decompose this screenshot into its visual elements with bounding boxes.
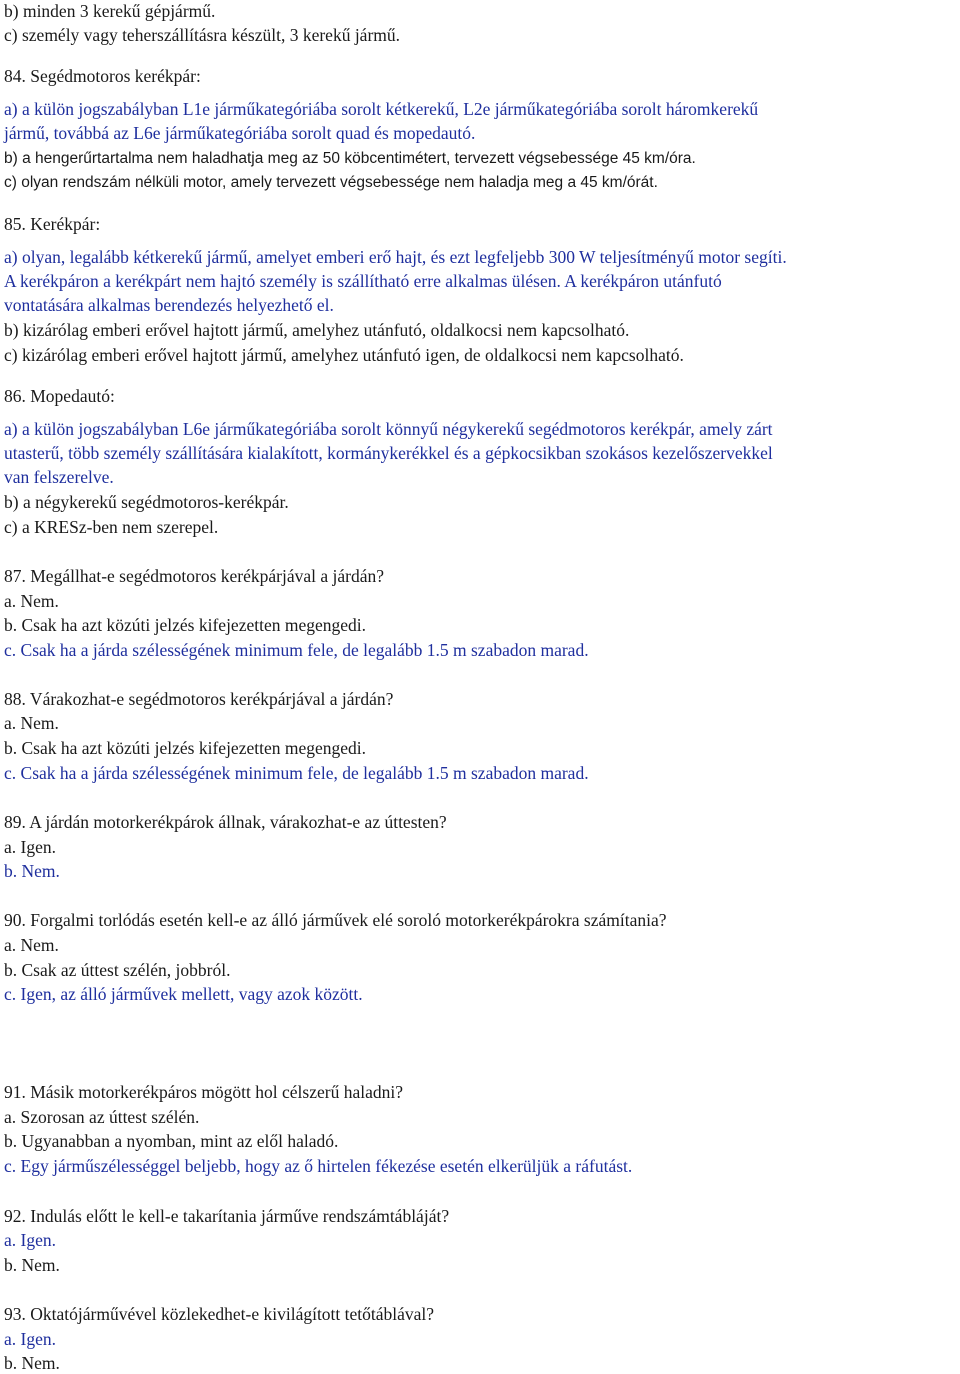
text-line: c) személy vagy teherszállításra készült, 3 kerekű jármű. <box>4 25 401 45</box>
text-line: b) kizárólag emberi erővel hajtott jármű, amelyhez utánfutó, oldalkocsi nem kapcsolható. <box>4 320 630 340</box>
text-line: b. Nem. <box>4 1353 60 1373</box>
text-line: utasterű, több személy szállítására kialakított, kormánykerékkel és a gépkocsikban szokásos kezelőszervekkel <box>4 443 773 463</box>
text-line: b. Nem. <box>4 861 60 881</box>
text-line: 91. Másik motorkerékpáros mögött hol célszerű haladni? <box>4 1082 403 1102</box>
text-line: b) a négykerekű segédmotoros-kerékpár. <box>4 492 289 512</box>
text-line: c. Igen, az álló járművek mellett, vagy azok között. <box>4 984 363 1004</box>
text-line: jármű, továbbá az L6e járműkategóriába sorolt quad és mopedautó. <box>4 123 476 143</box>
text-line: 92. Indulás előtt le kell-e takarítania járműve rendszámtábláját? <box>4 1206 450 1226</box>
text-line: a. Szorosan az úttest szélén. <box>4 1107 200 1127</box>
text-line: A kerékpáron a kerékpárt nem hajtó személy is szállítható erre alkalmas ülésen. A kerékpáron utánfutó <box>4 271 722 291</box>
text-line: vontatására alkalmas berendezés helyezhető el. <box>4 295 334 315</box>
text-line: a. Nem. <box>4 713 59 733</box>
text-line: b) minden 3 kerekű gépjármű. <box>4 1 216 21</box>
text-line: b. Ugyanabban a nyomban, mint az elől haladó. <box>4 1131 339 1151</box>
text-line: van felszerelve. <box>4 467 114 487</box>
text-line: a. Igen. <box>4 837 56 857</box>
text-line: a. Nem. <box>4 591 59 611</box>
text-line: b) a hengerűrtartalma nem haladhatja meg az 50 köbcentimétert, tervezett végsebessége 45 km/óra. <box>4 150 696 167</box>
text-line: c. Egy járműszélességgel beljebb, hogy az ő hirtelen fékezése esetén elkerüljük a ráfutást. <box>4 1156 633 1176</box>
text-line: a) olyan, legalább kétkerekű jármű, amelyet emberi erő hajt, és ezt legfeljebb 300 W teljesítményű motor segíti. <box>4 247 787 267</box>
text-line: b. Csak az úttest szélén, jobbról. <box>4 960 231 980</box>
text-line: 85. Kerékpár: <box>4 214 101 234</box>
text-line: a) a külön jogszabályban L6e járműkategóriába sorolt könnyű négykerekű segédmotoros kerékpár, amely zárt <box>4 419 773 439</box>
text-line: 84. Segédmotoros kerékpár: <box>4 66 201 86</box>
text-line: b. Nem. <box>4 1255 60 1275</box>
text-line: a) a külön jogszabályban L1e járműkategóriába sorolt kétkerekű, L2e járműkategóriába sorolt háromkerekű <box>4 99 759 119</box>
text-line: a. Igen. <box>4 1329 56 1349</box>
text-line: c) a KRESz-ben nem szerepel. <box>4 517 219 537</box>
text-line: a. Igen. <box>4 1230 56 1250</box>
text-line: b. Csak ha azt közúti jelzés kifejezetten megengedi. <box>4 738 367 758</box>
text-line: c. Csak ha a járda szélességének minimum fele, de legalább 1.5 m szabadon marad. <box>4 763 589 783</box>
text-line: 88. Várakozhat-e segédmotoros kerékpárjával a járdán? <box>4 689 394 709</box>
text-line: 86. Mopedautó: <box>4 386 115 406</box>
text-line: 93. Oktatójárművével közlekedhet-e kivilágított tetőtáblával? <box>4 1304 435 1324</box>
text-line: c. Csak ha a járda szélességének minimum fele, de legalább 1.5 m szabadon marad. <box>4 640 589 660</box>
text-line: c) kizárólag emberi erővel hajtott jármű, amelyhez utánfutó igen, de oldalkocsi nem kapcsolható. <box>4 345 684 365</box>
text-line: 90. Forgalmi torlódás esetén kell-e az álló járművek elé soroló motorkerékpárokra számítania? <box>4 910 667 930</box>
text-line: a. Nem. <box>4 935 59 955</box>
text-line: c) olyan rendszám nélküli motor, amely tervezett végsebessége nem haladja meg a 45 km/órát. <box>4 174 658 191</box>
text-line: 89. A járdán motorkerékpárok állnak, várakozhat-e az úttesten? <box>4 812 447 832</box>
text-line: 87. Megállhat-e segédmotoros kerékpárjával a járdán? <box>4 566 384 586</box>
text-line: b. Csak ha azt közúti jelzés kifejezetten megengedi. <box>4 615 367 635</box>
